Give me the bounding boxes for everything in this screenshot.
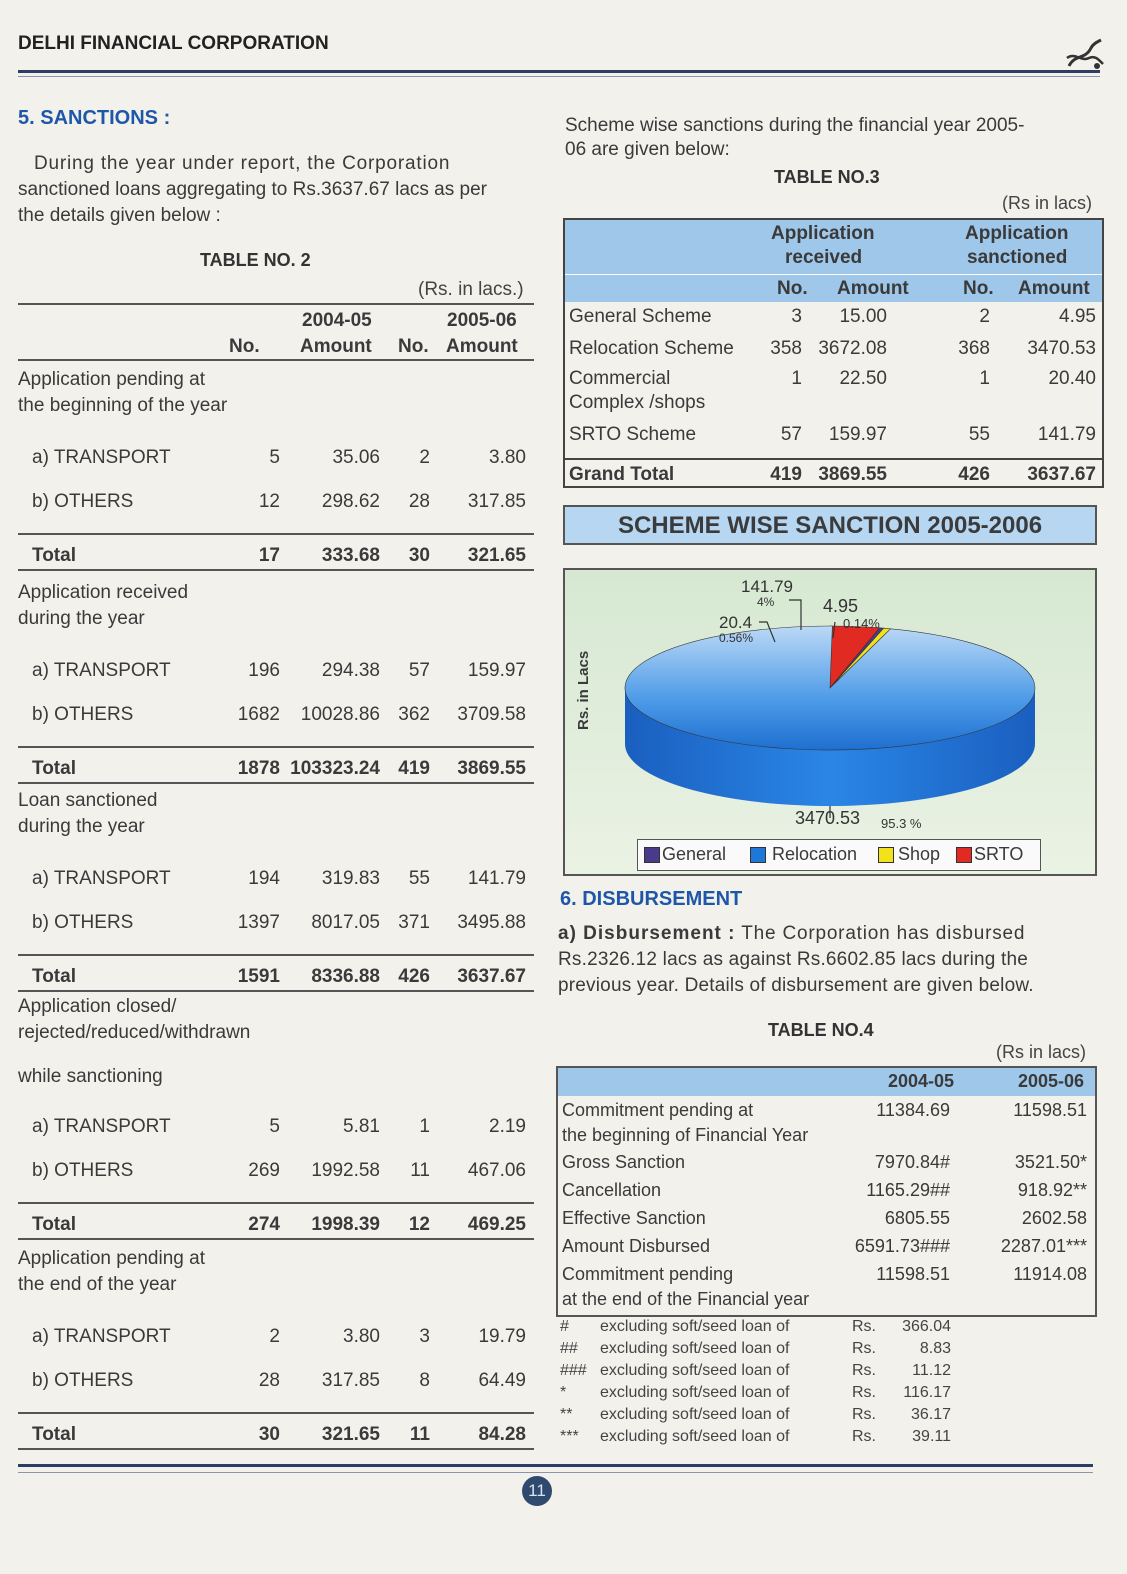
sanctions-heading: 5. SANCTIONS : xyxy=(18,107,171,129)
footnote-text: excluding soft/seed loan of xyxy=(600,1318,790,1335)
table-row xyxy=(18,1116,538,1146)
cell-amt1: 298.62 xyxy=(321,491,380,512)
corporation-logo-icon xyxy=(1063,36,1105,72)
t3-cell-no1: 3 xyxy=(791,306,802,327)
cell-no1: 1591 xyxy=(237,966,280,987)
table4-header-band xyxy=(558,1068,1095,1096)
total-rule-bottom xyxy=(18,569,534,571)
cell-amt2: 3.80 xyxy=(489,447,526,468)
chart-ylabel: Rs. in Lacs xyxy=(575,650,592,730)
table-row xyxy=(18,704,538,734)
t4-cell-2005: 3521.50* xyxy=(1014,1152,1087,1172)
cell-no1: 30 xyxy=(258,1424,280,1445)
t3-cell-amt2: 141.79 xyxy=(1037,424,1096,445)
cell-label: Total xyxy=(32,1214,76,1235)
cell-amt2: 3495.88 xyxy=(457,912,526,933)
disbursement-lead: a) Disbursement : xyxy=(558,923,736,944)
cell-label: a) TRANSPORT xyxy=(32,1116,171,1137)
footnote-text: excluding soft/seed loan of xyxy=(600,1406,790,1423)
cell-amt1: 3.80 xyxy=(343,1326,380,1347)
t4-row-label: Commitment pending xyxy=(562,1264,734,1284)
t3-cell-no2: 55 xyxy=(968,424,990,445)
label-srto-value: 141.79 xyxy=(741,577,793,596)
t3-cell-no2: 368 xyxy=(958,338,990,359)
label-shop-pct: 0.56% xyxy=(719,631,754,645)
cell-amt1: 10028.86 xyxy=(300,704,380,725)
cell-label: a) TRANSPORT xyxy=(32,1326,171,1347)
table4 xyxy=(556,1066,1097,1317)
group-title: rejected/reduced/withdrawn xyxy=(18,1022,251,1043)
legend-srto: SRTO xyxy=(974,844,1024,864)
footnote-rs: Rs. xyxy=(852,1362,876,1379)
cell-no2: 419 xyxy=(398,758,430,779)
cell-no2: 2 xyxy=(419,447,430,468)
t3-head-sanctioned-1: Application xyxy=(965,223,1069,244)
cell-label: Total xyxy=(32,545,76,566)
group-title: Application pending at xyxy=(18,369,205,390)
para-line: previous year. Details of disbursement are given below. xyxy=(558,975,1034,996)
table-row xyxy=(18,1370,538,1400)
chart-title: SCHEME WISE SANCTION 2005-2006 xyxy=(563,505,1097,545)
t4-cell-2004: 6591.73### xyxy=(854,1236,950,1256)
cell-amt2: 84.28 xyxy=(478,1424,526,1445)
table-row xyxy=(18,660,538,690)
t4-cell-2004: 1165.29## xyxy=(866,1180,950,1200)
label-srto-pct: 4% xyxy=(757,595,775,609)
cell-no1: 196 xyxy=(248,660,280,681)
para-line: 06 are given below: xyxy=(565,139,730,160)
total-rule-top xyxy=(18,746,534,748)
para-line: Rs.2326.12 lacs as against Rs.6602.85 lacs during the xyxy=(558,949,1029,970)
cell-label: Total xyxy=(32,1424,76,1445)
t3-row-label: Relocation Scheme xyxy=(569,338,734,359)
group-title: Application closed/ xyxy=(18,996,177,1017)
cell-label: Total xyxy=(32,966,76,987)
pie-chart-canvas xyxy=(565,570,1095,840)
cell-no1: 28 xyxy=(258,1370,280,1391)
label-general-value: 4.95 xyxy=(823,596,859,616)
cell-no1: 269 xyxy=(248,1160,280,1181)
legend-swatch-general xyxy=(644,847,660,863)
label-relocation-value: 3470.53 xyxy=(795,808,861,828)
t4-cell-2005: 2287.01*** xyxy=(1000,1236,1087,1256)
cell-no1: 274 xyxy=(248,1214,280,1235)
footnote-amount: 366.04 xyxy=(902,1318,951,1335)
cell-label: a) TRANSPORT xyxy=(32,660,171,681)
table-row xyxy=(18,868,538,898)
t4-year1: 2004-05 xyxy=(888,1071,955,1091)
footnote-symbol: ** xyxy=(560,1406,573,1423)
legend-swatch-srto xyxy=(956,847,972,863)
t3-head-received-2: received xyxy=(785,247,863,268)
chart-legend xyxy=(637,839,1041,871)
legend-swatch-shop xyxy=(878,847,894,863)
t4-cell-2005: 2602.58 xyxy=(1021,1208,1087,1228)
cell-amt1: 319.83 xyxy=(321,868,380,889)
cell-no2: 371 xyxy=(398,912,430,933)
footnote-symbol: ## xyxy=(560,1340,578,1357)
table2-year1: 2004-05 xyxy=(302,310,372,331)
cell-no1: 194 xyxy=(248,868,280,889)
t3-cell-amt1: 3672.08 xyxy=(818,338,887,359)
para-line: the details given below : xyxy=(18,205,221,226)
cell-amt2: 19.79 xyxy=(478,1326,526,1347)
label-general-pct: 0.14% xyxy=(843,616,880,631)
t3-row-label: Commercial xyxy=(569,368,671,389)
table-row xyxy=(18,1326,538,1356)
t4-row-label: at the end of the Financial year xyxy=(562,1289,810,1309)
legend-swatch-relocation xyxy=(750,847,766,863)
cell-no2: 11 xyxy=(410,1160,430,1181)
cell-no1: 2 xyxy=(269,1326,280,1347)
t3-cell-no1: 358 xyxy=(770,338,802,359)
t4-row-label: Commitment pending at xyxy=(562,1100,754,1120)
footer-rule xyxy=(18,1464,1093,1467)
para-line: Scheme wise sanctions during the financial year 2005- xyxy=(565,115,1025,136)
cell-no1: 1682 xyxy=(237,704,280,725)
footnote-rs: Rs. xyxy=(852,1384,876,1401)
cell-label: b) OTHERS xyxy=(32,1160,134,1181)
t3-cell-no1: 419 xyxy=(770,464,802,485)
cell-amt2: 64.49 xyxy=(478,1370,526,1391)
cell-amt2: 321.65 xyxy=(467,545,526,566)
t3-cell-no2: 426 xyxy=(958,464,990,485)
t3-row-label: General Scheme xyxy=(569,306,712,327)
table2-col-amount1: Amount xyxy=(300,336,372,357)
cell-no2: 57 xyxy=(408,660,430,681)
footnote-text: excluding soft/seed loan of xyxy=(600,1384,790,1401)
label-shop-value: 20.4 xyxy=(719,613,753,632)
table3-caption: TABLE NO.3 xyxy=(774,167,880,187)
cell-amt2: 469.25 xyxy=(467,1214,526,1235)
footnote-amount: 36.17 xyxy=(910,1406,951,1423)
disbursement-first-line: The Corporation has disbursed xyxy=(735,923,1026,944)
group-title: during the year xyxy=(18,608,145,629)
t3-cell-amt2: 3470.53 xyxy=(1027,338,1096,359)
total-rule-bottom xyxy=(18,1448,534,1450)
table-row xyxy=(18,491,538,521)
cell-amt2: 3709.58 xyxy=(457,704,526,725)
t4-year2: 2005-06 xyxy=(1018,1071,1085,1091)
cell-amt1: 294.38 xyxy=(321,660,380,681)
t3-cell-amt1: 15.00 xyxy=(839,306,887,327)
table2-caption: TABLE NO. 2 xyxy=(200,250,311,270)
cell-amt1: 317.85 xyxy=(321,1370,380,1391)
page-number: 11 xyxy=(522,1476,552,1506)
cell-no2: 55 xyxy=(408,868,430,889)
table2-unit: (Rs. in lacs.) xyxy=(418,279,524,300)
t3-col-amount1: Amount xyxy=(837,278,909,299)
cell-label: b) OTHERS xyxy=(32,1370,134,1391)
cell-no1: 5 xyxy=(269,1116,280,1137)
cell-amt2: 3637.67 xyxy=(457,966,526,987)
total-rule-bottom xyxy=(18,990,534,992)
cell-amt2: 2.19 xyxy=(489,1116,526,1137)
cell-no1: 1878 xyxy=(237,758,280,779)
table3-unit: (Rs in lacs) xyxy=(1002,193,1093,213)
t4-cell-2004: 11384.69 xyxy=(876,1100,950,1120)
t4-cell-2004: 11598.51 xyxy=(876,1264,950,1284)
cell-amt1: 35.06 xyxy=(332,447,380,468)
legend-general: General xyxy=(662,844,727,864)
t3-cell-amt2: 4.95 xyxy=(1059,306,1096,327)
t3-head-received-1: Application xyxy=(771,223,875,244)
cell-label: b) OTHERS xyxy=(32,704,134,725)
legend-relocation: Relocation xyxy=(772,844,858,864)
cell-no1: 5 xyxy=(269,447,280,468)
group-title: Loan sanctioned xyxy=(18,790,158,811)
cell-amt2: 467.06 xyxy=(467,1160,526,1181)
total-rule-bottom xyxy=(18,782,534,784)
table2-col-no1: No. xyxy=(229,336,260,357)
t4-row-label: the beginning of Financial Year xyxy=(562,1125,809,1145)
t4-row-label: Gross Sanction xyxy=(562,1152,686,1172)
footnote-rs: Rs. xyxy=(852,1318,876,1335)
para-line: sanctioned loans aggregating to Rs.3637.67 lacs as per xyxy=(18,179,487,200)
t4-cell-2005: 11598.51 xyxy=(1013,1100,1087,1120)
table3-header-divider xyxy=(565,274,1102,275)
legend-shop: Shop xyxy=(898,844,941,864)
cell-amt2: 3869.55 xyxy=(457,758,526,779)
footnote-rs: Rs. xyxy=(852,1428,876,1445)
disbursement-heading: 6. DISBURSEMENT xyxy=(560,888,743,910)
cell-amt1: 1998.39 xyxy=(311,1214,380,1235)
t3-row-label: SRTO Scheme xyxy=(569,424,697,445)
t4-row-label: Effective Sanction xyxy=(562,1208,706,1228)
cell-no2: 362 xyxy=(398,704,430,725)
cell-label: a) TRANSPORT xyxy=(32,868,171,889)
t3-cell-no1: 1 xyxy=(791,368,802,389)
disbursement-paragraph xyxy=(558,921,1103,999)
cell-amt1: 8017.05 xyxy=(311,912,380,933)
total-rule-top xyxy=(18,954,534,956)
t3-cell-no1: 57 xyxy=(780,424,802,445)
total-rule-top xyxy=(18,533,534,535)
footnote-amount: 116.17 xyxy=(903,1384,951,1401)
footnote-text: excluding soft/seed loan of xyxy=(600,1362,790,1379)
t3-cell-amt2: 3637.67 xyxy=(1027,464,1096,485)
t4-cell-2004: 6805.55 xyxy=(884,1208,950,1228)
cell-no2: 3 xyxy=(419,1326,430,1347)
cell-no2: 8 xyxy=(419,1370,430,1391)
t3-cell-amt1: 159.97 xyxy=(828,424,887,445)
footnote-rs: Rs. xyxy=(852,1406,876,1423)
t3-cell-amt1: 22.50 xyxy=(839,368,887,389)
cell-amt1: 103323.24 xyxy=(290,758,380,779)
cell-amt1: 8336.88 xyxy=(311,966,380,987)
cell-label: b) OTHERS xyxy=(32,491,134,512)
t3-cell-no2: 2 xyxy=(979,306,990,327)
cell-amt2: 141.79 xyxy=(467,868,526,889)
label-relocation-pct: 95.3 % xyxy=(881,816,922,831)
cell-no2: 28 xyxy=(408,491,430,512)
group-title: Application pending at xyxy=(18,1248,205,1269)
cell-label: b) OTHERS xyxy=(32,912,134,933)
footnote-amount: 39.11 xyxy=(912,1428,951,1445)
pie-chart xyxy=(563,568,1097,876)
cell-label: Total xyxy=(32,758,76,779)
group-title: during the year xyxy=(18,816,145,837)
table-row xyxy=(18,912,538,942)
table2-col-no2: No. xyxy=(398,336,429,357)
cell-label: a) TRANSPORT xyxy=(32,447,171,468)
t3-col-amount2: Amount xyxy=(1018,278,1090,299)
cell-amt1: 321.65 xyxy=(321,1424,380,1445)
cell-no1: 17 xyxy=(258,545,280,566)
t3-cell-amt1: 3869.55 xyxy=(818,464,887,485)
table-row xyxy=(18,447,538,477)
group-title: the end of the year xyxy=(18,1274,177,1295)
total-rule-top xyxy=(18,1412,534,1414)
cell-no1: 1397 xyxy=(237,912,280,933)
t4-row-label: Amount Disbursed xyxy=(562,1236,711,1256)
t3-cell-no2: 1 xyxy=(979,368,990,389)
table4-caption: TABLE NO.4 xyxy=(768,1020,874,1040)
pie-slice-relocation xyxy=(625,626,1035,750)
footnote-rs: Rs. xyxy=(852,1340,876,1357)
t3-row-label: Grand Total xyxy=(569,464,675,485)
t4-cell-2005: 918.92** xyxy=(1017,1180,1087,1200)
table2-year2: 2005-06 xyxy=(447,310,517,331)
t3-col-no2: No. xyxy=(963,278,994,299)
footnote-amount: 8.83 xyxy=(919,1340,951,1357)
table2-body xyxy=(18,0,538,1460)
table3-total-rule xyxy=(565,458,1102,460)
total-rule-top xyxy=(18,1202,534,1204)
table3 xyxy=(563,218,1104,488)
cell-amt1: 5.81 xyxy=(343,1116,380,1137)
group-title: Application received xyxy=(18,582,189,603)
footer-rule-thin xyxy=(18,1472,1093,1473)
table4-footnotes xyxy=(556,1318,1097,1458)
t3-head-sanctioned-2: sanctioned xyxy=(967,247,1068,268)
total-rule-bottom xyxy=(18,1238,534,1240)
t4-row-label: Cancellation xyxy=(562,1180,662,1200)
t4-cell-2004: 7970.84# xyxy=(874,1152,950,1172)
table-row xyxy=(18,1160,538,1190)
group-title: the beginning of the year xyxy=(18,395,228,416)
group-title: while sanctioning xyxy=(18,1066,163,1087)
t4-cell-2005: 11914.08 xyxy=(1013,1264,1087,1284)
footnote-text: excluding soft/seed loan of xyxy=(600,1340,790,1357)
cell-no1: 12 xyxy=(258,491,280,512)
cell-no2: 11 xyxy=(409,1424,430,1445)
cell-no2: 426 xyxy=(398,966,430,987)
t3-row-label: Complex /shops xyxy=(569,392,706,413)
cell-no2: 1 xyxy=(419,1116,430,1137)
table2-col-amount2: Amount xyxy=(446,336,518,357)
footnote-symbol: *** xyxy=(560,1428,579,1445)
footnote-text: excluding soft/seed loan of xyxy=(600,1428,790,1445)
table4-unit: (Rs in lacs) xyxy=(996,1042,1087,1062)
t3-cell-amt2: 20.40 xyxy=(1048,368,1096,389)
t3-col-no1: No. xyxy=(777,278,808,299)
cell-amt1: 1992.58 xyxy=(311,1160,380,1181)
para-line: During the year under report, the Corporation xyxy=(34,153,451,174)
cell-amt2: 159.97 xyxy=(467,660,526,681)
scheme-intro xyxy=(565,113,1110,163)
page-header-title: DELHI FINANCIAL CORPORATION xyxy=(18,33,329,54)
cell-no2: 30 xyxy=(408,545,430,566)
footnote-symbol: ### xyxy=(560,1362,587,1379)
footnote-amount: 11.12 xyxy=(912,1362,951,1379)
cell-amt1: 333.68 xyxy=(321,545,380,566)
footnote-symbol: # xyxy=(560,1318,569,1335)
cell-amt2: 317.85 xyxy=(467,491,526,512)
cell-no2: 12 xyxy=(408,1214,430,1235)
para-line xyxy=(558,921,1103,947)
leader-srto xyxy=(789,600,801,630)
footnote-symbol: * xyxy=(560,1384,567,1401)
